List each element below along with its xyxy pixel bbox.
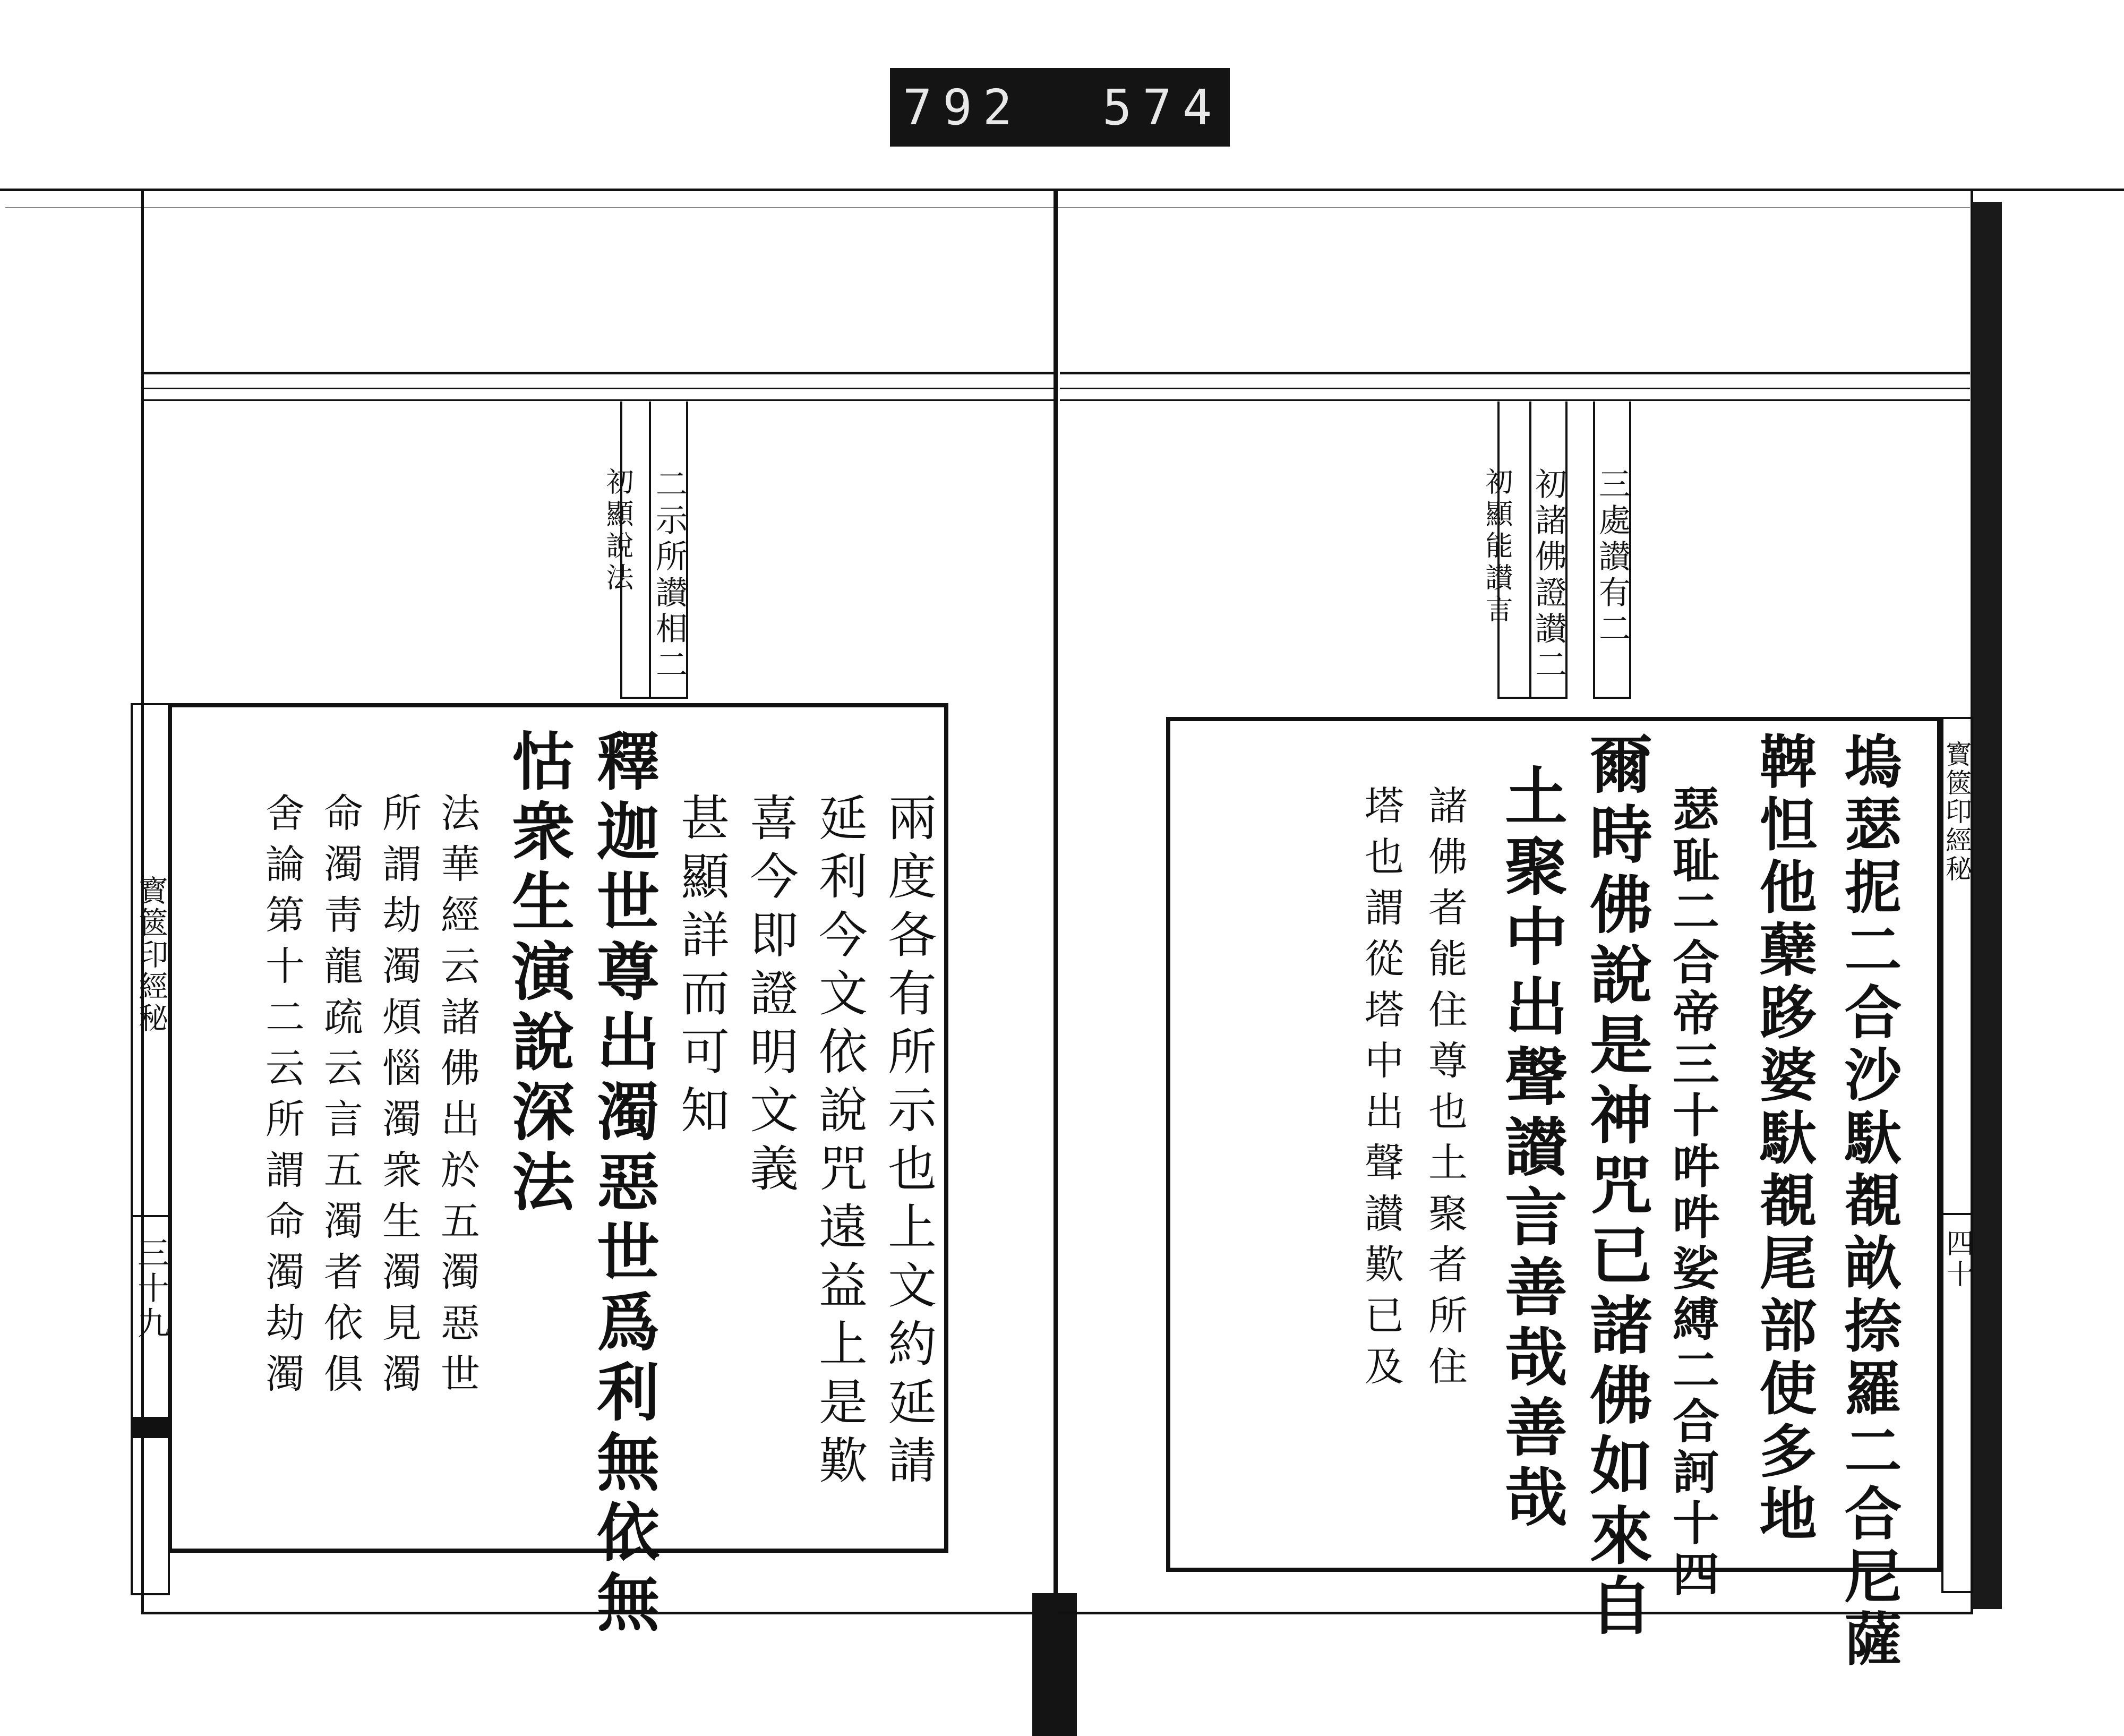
right-col-5: 土聚中出聲讃言善哉善哉 (1494, 764, 1568, 1535)
right-col-3: 瑟耻二合帝三十吽吽娑縛二合訶十四 (1665, 785, 1720, 1601)
left-margin-block (133, 1417, 168, 1438)
book-edge (1972, 202, 2002, 1609)
right-margin-strip (1941, 717, 1973, 1593)
book-gutter (1054, 191, 1058, 1614)
film-number-right: 574 (1102, 79, 1223, 136)
gutter-shadow (1032, 1593, 1077, 1736)
left-text-block (168, 703, 948, 1640)
right-heading-rule-3 (1060, 399, 1970, 401)
right-heading-inner: 初顯能讃言 (1480, 467, 1512, 627)
left-page-number: 三十九 (132, 1236, 169, 1341)
left-margin-title: 寳篋印經秘 (134, 875, 168, 1034)
right-heading-outer: 三處讃有二 (1594, 467, 1631, 648)
right-margin-title: 寳篋印經秘 (1941, 740, 1972, 884)
right-col-4: 爾時佛說是神咒已諸佛如來自 (1579, 732, 1653, 1643)
right-page-number: 四十 (1941, 1229, 1973, 1290)
right-margin-divider (1943, 1213, 1971, 1215)
right-col-2: 鞞怛他蘖跢婆馱覩尾部使多地 (1750, 732, 1817, 1546)
right-heading-mid: 初諸佛證讃二 (1530, 467, 1567, 684)
left-col-2: 延利今文依說咒遠益上是歎 (811, 792, 868, 1493)
right-heading-rule-2 (1060, 388, 1970, 389)
left-heading-rule-2 (143, 388, 1054, 389)
right-text-block (1166, 717, 1941, 1672)
left-heading-rule-3 (143, 399, 1054, 401)
left-col-4: 甚顯詳而可知 (673, 792, 730, 1143)
left-col-6: 怙衆生演說深法 (501, 729, 575, 1219)
left-margin-strip (131, 703, 170, 1595)
left-col-5: 釋迦世尊出濁惡世爲利無依無 (586, 729, 660, 1640)
left-heading-inner: 初顯說法 (601, 467, 633, 595)
film-number-left: 792 (903, 79, 1023, 136)
left-col-3: 喜今即證明文義 (742, 792, 799, 1201)
left-heading-rule-1 (143, 372, 1054, 374)
left-col-7: 法華經云諸佛出於五濁惡世 (434, 792, 480, 1404)
right-col-6: 諸佛者能住尊也土聚者所住 (1422, 785, 1468, 1397)
left-col-9: 命濁靑龍疏云言五濁者依俱 (318, 792, 363, 1404)
film-frame-label (890, 68, 1230, 147)
left-margin-divider (133, 1215, 168, 1217)
left-col-8: 所謂劫濁煩惱濁衆生濁見濁 (376, 792, 422, 1404)
left-heading-outer: 二示所讃相二 (650, 467, 688, 684)
right-heading-rule-1 (1060, 372, 1970, 374)
left-col-1: 兩度各有所示也上文約延請 (880, 792, 937, 1493)
left-col-10: 舍論第十二云所謂命濁劫濁 (259, 792, 305, 1404)
right-col-1: 塢瑟抳二合沙馱覩畝捺羅二合尼薩 (1835, 732, 1902, 1672)
right-col-7: 塔也謂從塔中出聲讃歎已及 (1358, 785, 1404, 1397)
